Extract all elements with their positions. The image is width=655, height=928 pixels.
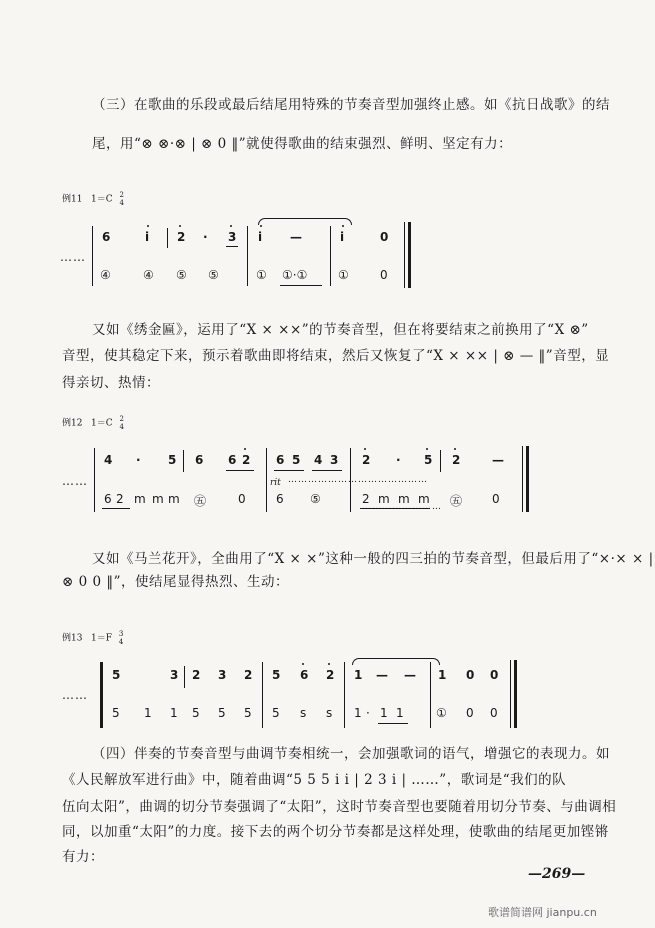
section4-line1: （四）伴奏的节奏音型与曲调节奏相统一，会加强歌词的语气，增强它的表现力。如: [92, 746, 610, 762]
ex13-u5: 5: [272, 668, 281, 682]
ex13-l15: 0: [490, 706, 498, 720]
ex12-l13: ㊄: [450, 494, 463, 508]
ex12-label: 例12: [62, 418, 83, 429]
ex11-key: 1＝C: [91, 194, 113, 205]
para-xiujinbian-line2: 音型，使其稳定下来，预示着歌曲即将结束，然后又恢复了“X × ×× | ⊗ — ‖”音型，显: [62, 348, 610, 364]
ex12-l0: 6: [104, 492, 112, 506]
ex12-u0: 4: [104, 453, 113, 467]
ex11-u8: 0: [380, 230, 389, 244]
ex12-l3: m: [152, 492, 164, 506]
ex12-key: 1＝C: [91, 418, 113, 429]
section3-line1: （三）在歌曲的乐段或最后结尾用特殊的节奏音型加强终止感。如《抗日战歌》的结: [92, 97, 610, 113]
ex12-u5: 2: [242, 453, 251, 467]
ex12-u1: ·: [136, 453, 141, 467]
ex12-u11: ·: [396, 453, 401, 467]
section3-line2: 尾，用“⊗ ⊗·⊗ | ⊗ 0 ‖”就使得歌曲的结束强烈、鲜明、坚定有力：: [92, 136, 513, 152]
ex12-l8: ⑤: [310, 492, 321, 506]
ex11-label: 例11: [62, 194, 83, 205]
ex12-l7: 6: [276, 492, 284, 506]
ex13-u12: 0: [466, 668, 475, 682]
ex13-u11: 1: [438, 668, 447, 682]
para-malanhua-line2: ⊗ 0 0 ‖”，使结尾显得热烈、生动：: [62, 574, 290, 590]
ex13-l3: 5: [192, 706, 200, 720]
ex13-l4: 5: [218, 706, 226, 720]
ex13-l5: 5: [244, 706, 252, 720]
ex11-l2: ⑤: [176, 268, 187, 282]
ex13-u6: 6: [300, 668, 309, 682]
ex11-u0: 6: [102, 230, 111, 244]
ex13-l12: 1: [396, 706, 404, 720]
ex13-u0: 5: [112, 668, 121, 682]
ex13-l7: s: [300, 706, 307, 720]
section4-line4: 同，以加重“太阳”的力度。接下去的两个切分节奏都是这样处理，使歌曲的结尾更加铿锵: [62, 824, 609, 840]
ex13-l2: 1: [170, 706, 178, 720]
ex12-u6: 6: [276, 453, 285, 467]
ex11-l7: 0: [380, 268, 388, 282]
page-number: —269—: [528, 866, 586, 882]
ex12-l4: m: [168, 492, 180, 506]
ex11-time: 2 4: [119, 191, 125, 207]
ex12-u7: 5: [292, 453, 301, 467]
ex13-l14: 0: [466, 706, 474, 720]
ex12-l5: ㊄: [194, 494, 207, 508]
section4-line2: 《人民解放军进行曲》中，随着曲调“5 5 5 i i | 2 3 i | ……”，歌词是“我们的队: [62, 772, 567, 788]
ex11-l1: ④: [143, 268, 154, 282]
ex12-rit: rit: [270, 478, 281, 488]
ex13-u3: 3: [218, 668, 227, 682]
ex12-l2: m: [134, 492, 146, 506]
ex12-l11: m: [398, 492, 410, 506]
ex12-l10: m: [378, 492, 390, 506]
ex13-u10: —: [404, 668, 416, 682]
ex12-score: …… 4 · 5 6 6 2 6 5 4 3 2 · 5 2 — rit …………………………………… 6 2 m m m ㊄ 0 6 ⑤ 2 m m m ㊄ 0 ……………………: [0, 0, 655, 520]
watermark: 歌谱简谱网 jianpu.cn: [488, 906, 597, 919]
ex12-u12: 5: [424, 453, 433, 467]
ex12-l1: 2: [116, 492, 124, 506]
ex12-u2: 5: [168, 453, 177, 467]
ex13-u9: —: [376, 668, 388, 682]
ex11-u4: 3: [228, 230, 237, 244]
ex13-l13: ①: [436, 706, 447, 720]
ex13-l0: 5: [112, 706, 120, 720]
ex13-l1: 1: [144, 706, 152, 720]
ex11-l4: ①: [256, 268, 267, 282]
ex11-score: …… 6 i 2 · 3 i — i 0 ④ ④ ⑤ ⑤ ① ①·① ① 0: [0, 0, 655, 300]
ex13-l10: ·: [366, 706, 370, 720]
ex13-l11: 1: [380, 706, 388, 720]
ex12-u4: 6: [228, 453, 237, 467]
ex11-l5: ①·①: [282, 268, 308, 282]
ex11-l3: ⑤: [208, 268, 219, 282]
ex12-u10: 2: [362, 453, 371, 467]
ex13-l9: 1: [354, 706, 362, 720]
section4-line5: 有力：: [62, 849, 104, 865]
ex11-l0: ④: [100, 268, 111, 282]
ex12-u14: —: [492, 453, 504, 467]
ex13-l8: s: [326, 706, 333, 720]
ex12-l14: 0: [492, 492, 500, 506]
ex11-u6: —: [290, 230, 302, 244]
ex12-u8: 4: [314, 453, 323, 467]
ex11-l6: ①: [338, 268, 349, 282]
ex12-time: 2 4: [119, 415, 125, 431]
ex11-u5: i: [258, 230, 263, 244]
ex12-u13: 2: [452, 453, 461, 467]
ex13-u8: 1: [354, 668, 363, 682]
ex13-u7: 2: [326, 668, 335, 682]
ex12-u9: 3: [330, 453, 339, 467]
ex13-time: 3 4: [118, 630, 124, 646]
section4-line3: 伍向太阳”，曲调的切分节奏强调了“太阳”，这时节奏音型也要随着用切分节奏、与曲调相: [62, 799, 617, 815]
ex12-u3: 6: [195, 453, 204, 467]
ex13-key: 1＝F: [91, 633, 113, 644]
ex12-l12: m: [418, 492, 430, 506]
ex13-label: 例13: [62, 633, 83, 644]
ex11-u7: i: [340, 230, 345, 244]
ex13-score: …… 5 3 2 3 2 5 6 2 1 — — 1 0 0 5 1 1 5 5 5 5 s s 1 · 1 1 ① 0 0: [0, 0, 655, 740]
ex13-u2: 2: [192, 668, 201, 682]
ex11-u2: 2: [177, 230, 186, 244]
ex11-u1: i: [145, 230, 150, 244]
para-malanhua-line1: 又如《马兰花开》，全曲用了“X × ×”这种一般的四三拍的节奏音型，但最后用了“×·× × |: [92, 551, 654, 567]
ex12-l6: 0: [238, 492, 246, 506]
para-xiujinbian-line3: 得亲切、热情：: [62, 375, 160, 391]
ex13-u1: 3: [170, 668, 179, 682]
ex12-l9: 2: [362, 492, 370, 506]
ex13-u13: 0: [490, 668, 499, 682]
ex13-u4: 2: [244, 668, 253, 682]
ex11-u3: ·: [203, 230, 208, 244]
ex13-l6: 5: [272, 706, 280, 720]
para-xiujinbian-line1: 又如《绣金匾》，运用了“X × ××”的节奏音型，但在将要结束之前换用了“X ⊗”: [92, 322, 589, 338]
